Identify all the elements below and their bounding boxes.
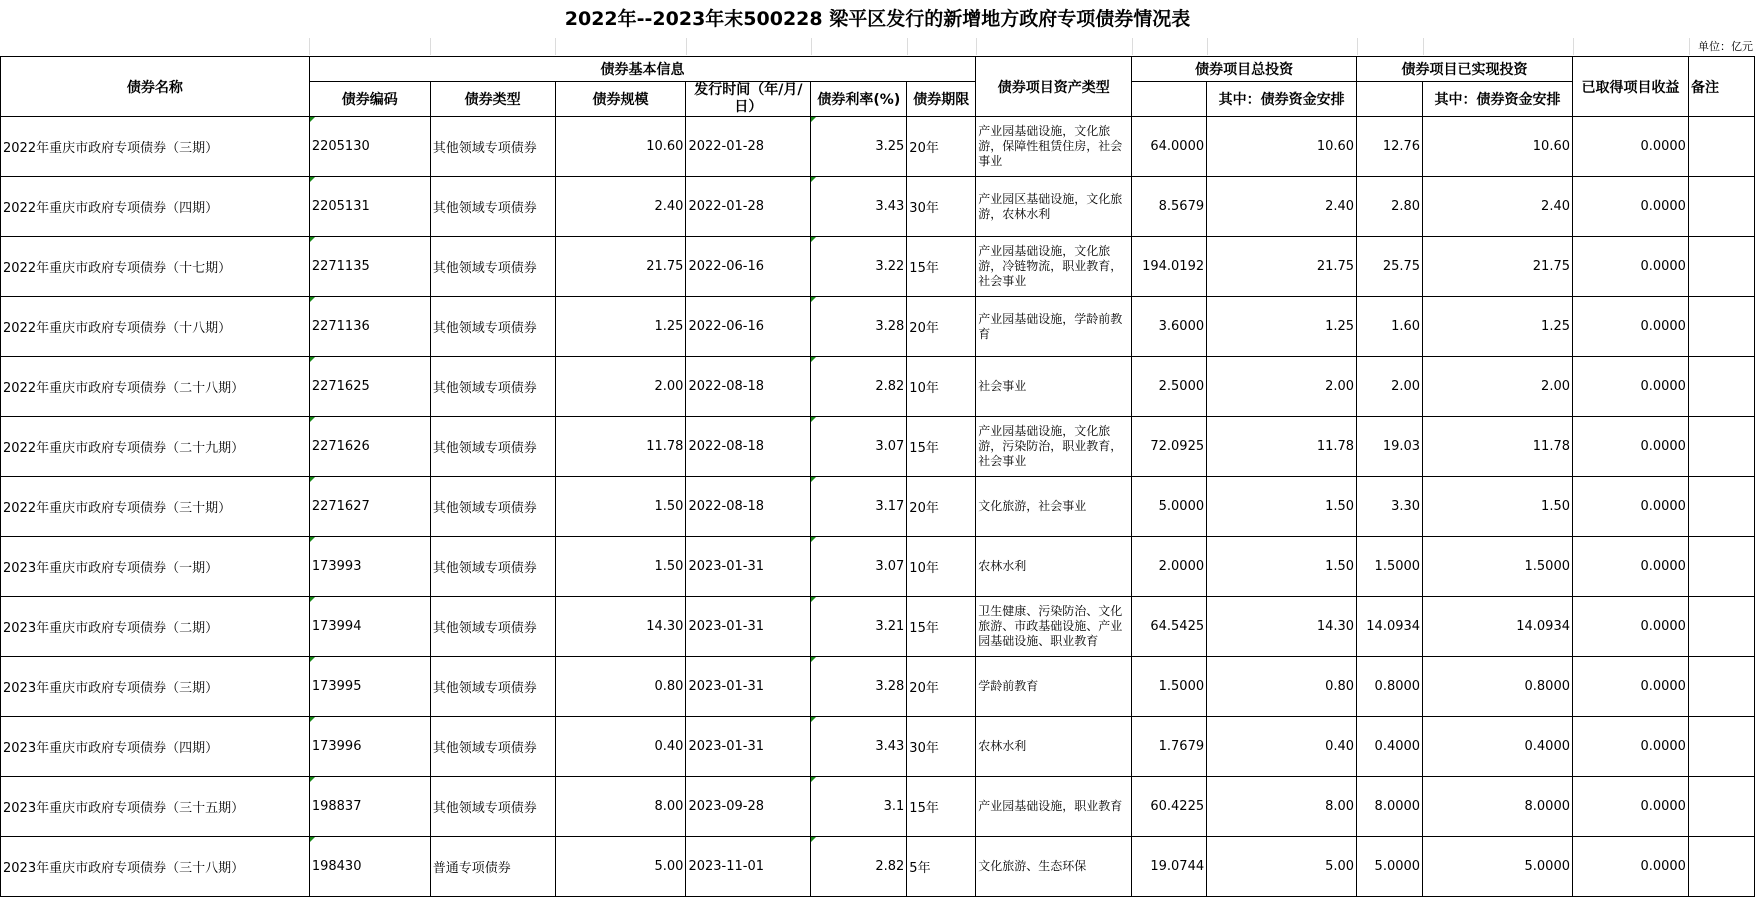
bond-code-cell[interactable]: 2205130 [309, 117, 430, 177]
asset-type-cell[interactable]: 农林水利 [976, 717, 1132, 777]
asset-type-cell[interactable]: 产业园基础设施，文化旅游，污染防治，职业教育，社会事业 [976, 417, 1132, 477]
income-cell[interactable]: 0.0000 [1573, 477, 1689, 537]
term-cell[interactable]: 20年 [907, 297, 976, 357]
income-cell[interactable]: 0.0000 [1573, 417, 1689, 477]
table-row [1, 597, 1755, 657]
realized-invest-bond-cell[interactable]: 2.40 [1423, 177, 1573, 237]
remark-cell[interactable] [1688, 297, 1754, 357]
realized-invest-cell[interactable]: 5.0000 [1357, 837, 1423, 897]
rate-cell[interactable]: 3.07 [811, 417, 907, 477]
bond-name-cell[interactable]: 2022年重庆市政府专项债券（三期） [1, 117, 310, 177]
issue-date-cell[interactable]: 2023-01-31 [686, 717, 811, 777]
total-invest-bond-cell[interactable]: 10.60 [1207, 117, 1357, 177]
bond-scale-cell[interactable]: 11.78 [555, 417, 686, 477]
realized-invest-bond-cell[interactable]: 14.0934 [1423, 597, 1573, 657]
bond-code-cell[interactable]: 173996 [309, 717, 430, 777]
table-row [1, 837, 1755, 897]
total-invest-cell[interactable]: 2.0000 [1132, 537, 1207, 597]
asset-type-cell[interactable]: 产业园基础设施，职业教育 [976, 777, 1132, 837]
bond-name-cell[interactable]: 2022年重庆市政府专项债券（三十期） [1, 477, 310, 537]
bond-type-cell[interactable]: 其他领域专项债券 [430, 417, 555, 477]
bond-type-cell[interactable]: 其他领域专项债券 [430, 717, 555, 777]
bond-code-cell[interactable]: 198837 [309, 777, 430, 837]
income-cell[interactable]: 0.0000 [1573, 837, 1689, 897]
rate-cell[interactable]: 3.07 [811, 537, 907, 597]
table-row [1, 477, 1755, 537]
unit-label: 单位：亿元 [1698, 40, 1753, 53]
term-cell[interactable]: 10年 [907, 537, 976, 597]
table-row [1, 777, 1755, 837]
remark-cell[interactable] [1688, 777, 1754, 837]
bond-name-cell[interactable]: 2022年重庆市政府专项债券（十八期） [1, 297, 310, 357]
realized-invest-cell[interactable]: 3.30 [1357, 477, 1423, 537]
header-rate: 债券利率(%) [811, 82, 907, 117]
header-type: 债券类型 [430, 82, 555, 117]
rate-cell[interactable]: 3.28 [811, 297, 907, 357]
term-cell[interactable]: 30年 [907, 717, 976, 777]
realized-invest-cell[interactable]: 12.76 [1357, 117, 1423, 177]
total-invest-bond-cell[interactable]: 14.30 [1207, 597, 1357, 657]
realized-invest-cell[interactable]: 2.80 [1357, 177, 1423, 237]
total-invest-bond-cell[interactable]: 0.80 [1207, 657, 1357, 717]
table-row [1, 657, 1755, 717]
remark-cell[interactable] [1688, 597, 1754, 657]
bond-name-cell[interactable]: 2023年重庆市政府专项债券（三期） [1, 657, 310, 717]
income-cell[interactable]: 0.0000 [1573, 117, 1689, 177]
table-row [1, 417, 1755, 477]
header-scale: 债券规模 [555, 82, 686, 117]
header-total-invest-empty [1132, 82, 1207, 117]
income-cell[interactable]: 0.0000 [1573, 657, 1689, 717]
bond-scale-cell[interactable]: 8.00 [555, 777, 686, 837]
bond-name-cell[interactable]: 2022年重庆市政府专项债券（二十九期） [1, 417, 310, 477]
total-invest-bond-cell[interactable]: 21.75 [1207, 237, 1357, 297]
remark-cell[interactable] [1688, 717, 1754, 777]
total-invest-bond-cell[interactable]: 0.40 [1207, 717, 1357, 777]
realized-invest-bond-cell[interactable]: 1.25 [1423, 297, 1573, 357]
bond-name-cell[interactable]: 2023年重庆市政府专项债券（三十八期） [1, 837, 310, 897]
bond-scale-cell[interactable]: 1.50 [555, 537, 686, 597]
header-realized-invest: 债券项目已实现投资 [1357, 57, 1573, 82]
realized-invest-bond-cell[interactable]: 1.5000 [1423, 537, 1573, 597]
header-remark: 备注 [1688, 57, 1754, 117]
issue-date-cell[interactable]: 2022-06-16 [686, 297, 811, 357]
total-invest-cell[interactable]: 8.5679 [1132, 177, 1207, 237]
asset-type-cell[interactable]: 产业园基础设施，文化旅游，保障性租赁住房，社会事业 [976, 117, 1132, 177]
bond-code-cell[interactable]: 2271626 [309, 417, 430, 477]
remark-cell[interactable] [1688, 417, 1754, 477]
bond-type-cell[interactable]: 其他领域专项债券 [430, 357, 555, 417]
realized-invest-bond-cell[interactable]: 11.78 [1423, 417, 1573, 477]
bond-type-cell[interactable]: 其他领域专项债券 [430, 777, 555, 837]
bond-name-cell[interactable]: 2023年重庆市政府专项债券（一期） [1, 537, 310, 597]
table-row [1, 117, 1755, 177]
bond-code-cell[interactable]: 173994 [309, 597, 430, 657]
bond-name-cell[interactable]: 2022年重庆市政府专项债券（十七期） [1, 237, 310, 297]
remark-cell[interactable] [1688, 177, 1754, 237]
header-bond-name: 债券名称 [1, 57, 310, 117]
total-invest-cell[interactable]: 1.7679 [1132, 717, 1207, 777]
bond-code-cell[interactable]: 173993 [309, 537, 430, 597]
asset-type-cell[interactable]: 文化旅游、生态环保 [976, 837, 1132, 897]
realized-invest-bond-cell[interactable]: 8.0000 [1423, 777, 1573, 837]
bond-name-cell[interactable]: 2023年重庆市政府专项债券（三十五期） [1, 777, 310, 837]
realized-invest-bond-cell[interactable]: 10.60 [1423, 117, 1573, 177]
asset-type-cell[interactable]: 产业园基础设施，文化旅游，冷链物流，职业教育，社会事业 [976, 237, 1132, 297]
bond-type-cell[interactable]: 其他领域专项债券 [430, 597, 555, 657]
term-cell[interactable]: 30年 [907, 177, 976, 237]
remark-cell[interactable] [1688, 357, 1754, 417]
total-invest-cell[interactable]: 64.0000 [1132, 117, 1207, 177]
table-row [1, 237, 1755, 297]
issue-date-cell[interactable]: 2023-11-01 [686, 837, 811, 897]
realized-invest-cell[interactable]: 14.0934 [1357, 597, 1423, 657]
header-term: 债券期限 [907, 82, 976, 117]
bond-code-cell[interactable]: 198430 [309, 837, 430, 897]
issue-date-cell[interactable]: 2022-08-18 [686, 417, 811, 477]
rate-cell[interactable]: 3.22 [811, 237, 907, 297]
income-cell[interactable]: 0.0000 [1573, 297, 1689, 357]
realized-invest-cell[interactable]: 8.0000 [1357, 777, 1423, 837]
realized-invest-bond-cell[interactable]: 5.0000 [1423, 837, 1573, 897]
bond-type-cell[interactable]: 普通专项债券 [430, 837, 555, 897]
header-asset-type: 债券项目资产类型 [976, 57, 1132, 117]
realized-invest-bond-cell[interactable]: 0.4000 [1423, 717, 1573, 777]
bond-code-cell[interactable]: 173995 [309, 657, 430, 717]
term-cell[interactable]: 10年 [907, 357, 976, 417]
bond-name-cell[interactable]: 2023年重庆市政府专项债券（四期） [1, 717, 310, 777]
header-total-invest-sub: 其中：债券资金安排 [1207, 82, 1357, 117]
term-cell[interactable]: 20年 [907, 117, 976, 177]
remark-cell[interactable] [1688, 537, 1754, 597]
asset-type-cell[interactable]: 文化旅游，社会事业 [976, 477, 1132, 537]
realized-invest-bond-cell[interactable]: 1.50 [1423, 477, 1573, 537]
issue-date-cell[interactable]: 2023-01-31 [686, 657, 811, 717]
bond-name-cell[interactable]: 2022年重庆市政府专项债券（二十八期） [1, 357, 310, 417]
bond-type-cell[interactable]: 其他领域专项债券 [430, 177, 555, 237]
total-invest-cell[interactable]: 194.0192 [1132, 237, 1207, 297]
total-invest-cell[interactable]: 60.4225 [1132, 777, 1207, 837]
header-income: 已取得项目收益 [1573, 57, 1689, 117]
bond-code-cell[interactable]: 2271136 [309, 297, 430, 357]
realized-invest-cell[interactable]: 0.8000 [1357, 657, 1423, 717]
term-cell[interactable]: 15年 [907, 417, 976, 477]
realized-invest-bond-cell[interactable]: 0.8000 [1423, 657, 1573, 717]
bond-scale-cell[interactable]: 1.25 [555, 297, 686, 357]
remark-cell[interactable] [1688, 657, 1754, 717]
rate-cell[interactable]: 3.43 [811, 177, 907, 237]
asset-type-cell[interactable]: 卫生健康、污染防治、文化旅游、市政基础设施、产业园基础设施、职业教育 [976, 597, 1132, 657]
rate-cell[interactable]: 3.43 [811, 717, 907, 777]
total-invest-bond-cell[interactable]: 8.00 [1207, 777, 1357, 837]
term-cell[interactable]: 15年 [907, 597, 976, 657]
income-cell[interactable]: 0.0000 [1573, 777, 1689, 837]
issue-date-cell[interactable]: 2022-06-16 [686, 237, 811, 297]
bond-scale-cell[interactable]: 21.75 [555, 237, 686, 297]
asset-type-cell[interactable]: 产业园基础设施，学龄前教育 [976, 297, 1132, 357]
bond-type-cell[interactable]: 其他领域专项债券 [430, 657, 555, 717]
sheet-title: 2022年--2023年末500228 梁平区发行的新增地方政府专项债券情况表 [564, 8, 1191, 30]
rate-cell[interactable]: 3.21 [811, 597, 907, 657]
table-row [1, 717, 1755, 777]
total-invest-cell[interactable]: 2.5000 [1132, 357, 1207, 417]
asset-type-cell[interactable]: 学龄前教育 [976, 657, 1132, 717]
asset-type-cell[interactable]: 农林水利 [976, 537, 1132, 597]
bond-type-cell[interactable]: 其他领域专项债券 [430, 537, 555, 597]
bond-scale-cell[interactable]: 10.60 [555, 117, 686, 177]
asset-type-cell[interactable]: 产业园区基础设施，文化旅游，农林水利 [976, 177, 1132, 237]
realized-invest-cell[interactable]: 2.00 [1357, 357, 1423, 417]
bond-table [0, 56, 1755, 897]
total-invest-cell[interactable]: 64.5425 [1132, 597, 1207, 657]
income-cell[interactable]: 0.0000 [1573, 597, 1689, 657]
rate-cell[interactable]: 2.82 [811, 357, 907, 417]
table-row [1, 177, 1755, 237]
income-cell[interactable]: 0.0000 [1573, 717, 1689, 777]
issue-date-cell[interactable]: 2022-08-18 [686, 477, 811, 537]
header-realized-invest-empty [1357, 82, 1423, 117]
total-invest-cell[interactable]: 19.0744 [1132, 837, 1207, 897]
bond-scale-cell[interactable]: 2.40 [555, 177, 686, 237]
issue-date-cell[interactable]: 2022-08-18 [686, 357, 811, 417]
header-issue-date: 发行时间（年/月/日） [686, 82, 811, 117]
term-cell[interactable]: 15年 [907, 237, 976, 297]
rate-cell[interactable]: 3.25 [811, 117, 907, 177]
bond-name-cell[interactable]: 2023年重庆市政府专项债券（二期） [1, 597, 310, 657]
total-invest-cell[interactable]: 72.0925 [1132, 417, 1207, 477]
bond-scale-cell[interactable]: 14.30 [555, 597, 686, 657]
total-invest-bond-cell[interactable]: 2.00 [1207, 357, 1357, 417]
bond-code-cell[interactable]: 2271625 [309, 357, 430, 417]
remark-cell[interactable] [1688, 477, 1754, 537]
income-cell[interactable]: 0.0000 [1573, 177, 1689, 237]
bond-type-cell[interactable]: 其他领域专项债券 [430, 297, 555, 357]
remark-cell[interactable] [1688, 237, 1754, 297]
issue-date-cell[interactable]: 2022-01-28 [686, 117, 811, 177]
header-code: 债券编码 [309, 82, 430, 117]
income-cell[interactable]: 0.0000 [1573, 537, 1689, 597]
bond-scale-cell[interactable]: 0.80 [555, 657, 686, 717]
table-row [1, 357, 1755, 417]
bond-scale-cell[interactable]: 2.00 [555, 357, 686, 417]
bond-code-cell[interactable]: 2271135 [309, 237, 430, 297]
issue-date-cell[interactable]: 2023-01-31 [686, 537, 811, 597]
realized-invest-bond-cell[interactable]: 2.00 [1423, 357, 1573, 417]
realized-invest-cell[interactable]: 1.60 [1357, 297, 1423, 357]
asset-type-cell[interactable]: 社会事业 [976, 357, 1132, 417]
realized-invest-bond-cell[interactable]: 21.75 [1423, 237, 1573, 297]
bond-scale-cell[interactable]: 0.40 [555, 717, 686, 777]
bond-code-cell[interactable]: 2205131 [309, 177, 430, 237]
rate-cell[interactable]: 3.1 [811, 777, 907, 837]
bond-scale-cell[interactable]: 5.00 [555, 837, 686, 897]
bond-type-cell[interactable]: 其他领域专项债券 [430, 477, 555, 537]
header-realized-invest-sub: 其中：债券资金安排 [1423, 82, 1573, 117]
bond-type-cell[interactable]: 其他领域专项债券 [430, 237, 555, 297]
total-invest-cell[interactable]: 1.5000 [1132, 657, 1207, 717]
blank-row [0, 38, 1755, 55]
remark-cell[interactable] [1688, 117, 1754, 177]
income-cell[interactable]: 0.0000 [1573, 357, 1689, 417]
total-invest-cell[interactable]: 5.0000 [1132, 477, 1207, 537]
term-cell[interactable]: 20年 [907, 657, 976, 717]
realized-invest-cell[interactable]: 1.5000 [1357, 537, 1423, 597]
table-row [1, 297, 1755, 357]
total-invest-bond-cell[interactable]: 1.50 [1207, 477, 1357, 537]
term-cell[interactable]: 15年 [907, 777, 976, 837]
bond-scale-cell[interactable]: 1.50 [555, 477, 686, 537]
term-cell[interactable]: 20年 [907, 477, 976, 537]
total-invest-cell[interactable]: 3.6000 [1132, 297, 1207, 357]
table-row [1, 537, 1755, 597]
total-invest-bond-cell[interactable]: 2.40 [1207, 177, 1357, 237]
issue-date-cell[interactable]: 2023-09-28 [686, 777, 811, 837]
rate-cell[interactable]: 3.17 [811, 477, 907, 537]
realized-invest-cell[interactable]: 19.03 [1357, 417, 1423, 477]
header-total-invest: 债券项目总投资 [1132, 57, 1357, 82]
realized-invest-cell[interactable]: 25.75 [1357, 237, 1423, 297]
header-basic-info: 债券基本信息 [309, 57, 975, 82]
rate-cell[interactable]: 3.28 [811, 657, 907, 717]
total-invest-bond-cell[interactable]: 5.00 [1207, 837, 1357, 897]
income-cell[interactable]: 0.0000 [1573, 237, 1689, 297]
total-invest-bond-cell[interactable]: 11.78 [1207, 417, 1357, 477]
total-invest-bond-cell[interactable]: 1.25 [1207, 297, 1357, 357]
issue-date-cell[interactable]: 2023-01-31 [686, 597, 811, 657]
realized-invest-cell[interactable]: 0.4000 [1357, 717, 1423, 777]
issue-date-cell[interactable]: 2022-01-28 [686, 177, 811, 237]
total-invest-bond-cell[interactable]: 1.50 [1207, 537, 1357, 597]
bond-name-cell[interactable]: 2022年重庆市政府专项债券（四期） [1, 177, 310, 237]
bond-code-cell[interactable]: 2271627 [309, 477, 430, 537]
rate-cell[interactable]: 2.82 [811, 837, 907, 897]
remark-cell[interactable] [1688, 837, 1754, 897]
term-cell[interactable]: 5年 [907, 837, 976, 897]
bond-type-cell[interactable]: 其他领域专项债券 [430, 117, 555, 177]
